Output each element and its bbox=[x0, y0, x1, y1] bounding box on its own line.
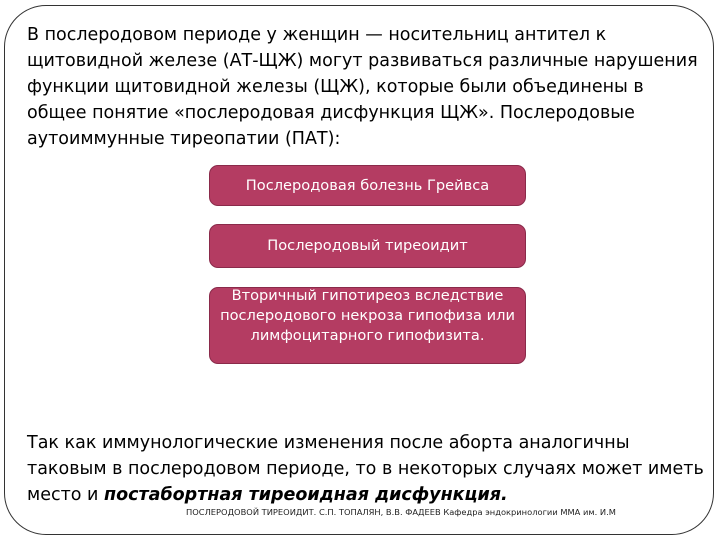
outro-emphasis: постабортная тиреоидная дисфункция. bbox=[104, 485, 508, 505]
pat-type-hypothyroidism-label: Вторичный гипотиреоз вследствие послеродового некроза гипофиза или лимфоцитарного гипофизита. bbox=[220, 287, 515, 344]
footer-citation: ПОСЛЕРОДОВОЙ ТИРЕОИДИТ. С.П. ТОПАЛЯН, В.В. ФАДЕЕВ Кафедра эндокринологии ММА им. И.М bbox=[186, 507, 616, 517]
intro-paragraph: В послеродовом периоде у женщин — носительниц антител к щитовидной железе (АТ-ЩЖ) могут развиваться различные нарушения функции щитовидной железы (ЩЖ), которые были объединены в общее понятие «послеродовая дисфункция ЩЖ». Послеродовые аутоиммунные тиреопатии (ПАТ): bbox=[27, 25, 698, 149]
outro-text: Так как иммунологические изменения после аборта аналогичны таковым в послеродовом периоде, то в некоторых случаях может иметь место и bbox=[27, 433, 704, 505]
pat-type-graves-box bbox=[209, 165, 526, 206]
pat-type-thyroiditis-box bbox=[209, 224, 526, 268]
pat-type-thyroiditis-label: Послеродовый тиреоидит bbox=[267, 237, 468, 254]
pat-type-graves-label: Послеродовая болезнь Грейвса bbox=[245, 176, 490, 194]
outro-paragraph bbox=[27, 430, 707, 508]
pat-type-hypothyroidism-box bbox=[209, 287, 526, 364]
